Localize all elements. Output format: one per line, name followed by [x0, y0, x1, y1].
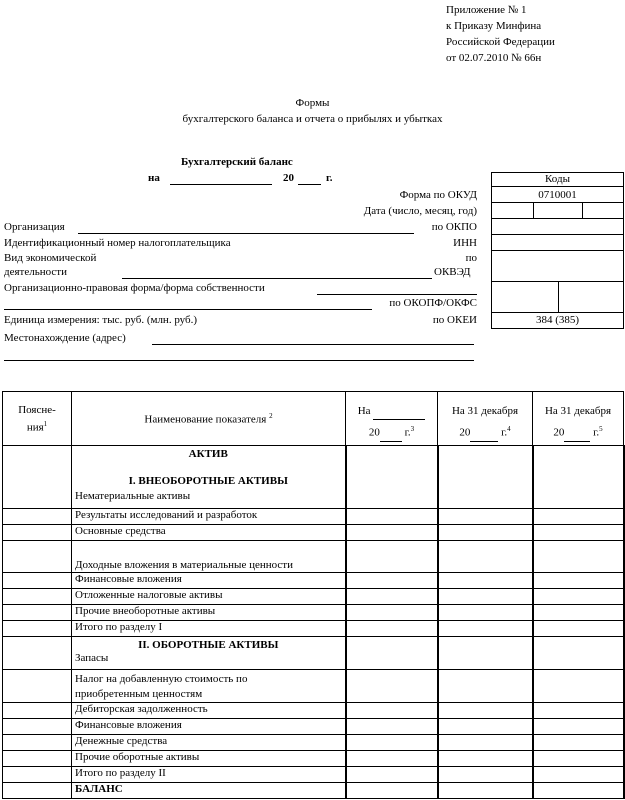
row-label: Запасы	[75, 652, 109, 664]
value-cell[interactable]	[438, 541, 533, 573]
appendix-block	[446, 2, 555, 66]
header-col1-g: г.	[404, 426, 411, 439]
table-row	[3, 767, 624, 783]
name-cell	[72, 446, 346, 509]
value-cell[interactable]	[438, 783, 533, 799]
inn-code: ИНН	[453, 237, 477, 249]
value-cell[interactable]	[533, 621, 624, 637]
value-cell[interactable]	[438, 605, 533, 621]
value-cell[interactable]	[346, 719, 438, 735]
activity-label-1: Вид экономической	[4, 252, 97, 264]
header-name	[72, 392, 346, 446]
legal-form-field-2[interactable]	[4, 309, 372, 310]
header-col1-date-line[interactable]	[373, 409, 425, 420]
table-row	[3, 525, 624, 541]
okopf-label: по ОКОПФ/ОКФС	[389, 297, 477, 309]
value-cell[interactable]	[438, 703, 533, 719]
value-cell[interactable]	[346, 541, 438, 573]
header-col2-g: г.	[501, 426, 508, 439]
table-row	[3, 621, 624, 637]
appendix-line-3: Российской Федерации	[446, 36, 555, 48]
table-row	[3, 541, 624, 573]
value-cell[interactable]	[533, 751, 624, 767]
value-cell[interactable]	[346, 446, 438, 509]
okud-label: Форма по ОКУД	[399, 189, 477, 201]
table-row	[3, 637, 624, 670]
header-notes-text-2: ния	[26, 421, 44, 434]
notes-cell[interactable]	[3, 637, 72, 670]
row-label: Финансовые вложения	[72, 719, 346, 735]
table-row	[3, 573, 624, 589]
value-cell[interactable]	[346, 509, 438, 525]
notes-cell[interactable]	[3, 525, 72, 541]
value-cell[interactable]	[533, 670, 624, 703]
header-col3-year: 20	[553, 426, 565, 439]
header-notes-sup: 1	[43, 419, 48, 428]
value-cell[interactable]	[533, 637, 624, 670]
forms-title	[0, 95, 625, 127]
location-field[interactable]	[152, 344, 474, 345]
header-col1	[346, 392, 438, 446]
row-label: Итого по разделу I	[72, 621, 346, 637]
header-col1-year: 20	[368, 426, 380, 439]
section-1-title: I. ВНЕОБОРОТНЫЕ АКТИВЫ	[128, 475, 288, 487]
header-col3	[533, 392, 624, 446]
table-header-row	[3, 392, 624, 446]
value-cell[interactable]	[346, 525, 438, 541]
value-cell[interactable]	[346, 767, 438, 783]
row-label: Основные средства	[72, 525, 346, 541]
row-label: Доходные вложения в материальные ценности	[72, 541, 346, 573]
value-cell[interactable]	[346, 621, 438, 637]
notes-cell[interactable]	[3, 541, 72, 573]
codes-header: Коды	[545, 173, 570, 185]
okopf-cell-divider	[558, 282, 559, 312]
table-row	[3, 589, 624, 605]
row-label: Дебиторская задолженность	[72, 703, 346, 719]
value-cell[interactable]	[438, 446, 533, 509]
table-row	[3, 605, 624, 621]
okei-value: 384 (385)	[535, 314, 580, 326]
balance-year-prefix: 20	[283, 172, 294, 184]
unit-label: Единица измерения: тыс. руб. (млн. руб.)	[4, 314, 198, 326]
value-cell[interactable]	[438, 670, 533, 703]
value-cell[interactable]	[533, 605, 624, 621]
value-cell[interactable]	[533, 783, 624, 799]
header-col2-top: На 31 декабря	[451, 405, 519, 417]
year-line[interactable]	[298, 184, 321, 185]
value-cell[interactable]	[533, 767, 624, 783]
row-label-2: приобретенным ценностям	[75, 688, 203, 700]
row-label: БАЛАНС	[72, 783, 346, 799]
value-cell[interactable]	[533, 446, 624, 509]
value-cell[interactable]	[346, 735, 438, 751]
value-cell[interactable]	[533, 735, 624, 751]
header-col3-top: На 31 декабря	[544, 405, 612, 417]
table-row	[3, 783, 624, 799]
table-row	[3, 446, 624, 509]
legal-form-label: Организационно-правовая форма/форма собственности	[4, 282, 265, 294]
value-cell[interactable]	[346, 605, 438, 621]
okei-label: по ОКЕИ	[432, 314, 477, 326]
section-2-title: II. ОБОРОТНЫЕ АКТИВЫ	[138, 639, 279, 651]
notes-cell[interactable]	[3, 703, 72, 719]
okud-value: 0710001	[538, 189, 577, 201]
date-label: Дата (число, месяц, год)	[363, 205, 477, 217]
okved-label: ОКВЭД	[434, 266, 471, 278]
row-label: Денежные средства	[72, 735, 346, 751]
header-col2-year: 20	[459, 426, 471, 439]
notes-cell[interactable]	[3, 573, 72, 589]
notes-cell[interactable]	[3, 767, 72, 783]
value-cell[interactable]	[346, 670, 438, 703]
header-col3-g: г.	[593, 426, 600, 439]
legal-form-field[interactable]	[317, 294, 477, 295]
header-name-sup: 2	[269, 412, 273, 421]
notes-cell[interactable]	[3, 719, 72, 735]
notes-cell[interactable]	[3, 783, 72, 799]
value-cell[interactable]	[438, 767, 533, 783]
table-row	[3, 751, 624, 767]
appendix-line-4: от 02.07.2010 № 66н	[446, 52, 542, 64]
table-row	[3, 703, 624, 719]
location-label: Местонахождение (адрес)	[4, 332, 126, 344]
header-col1-year-line[interactable]	[380, 431, 402, 442]
value-cell[interactable]	[533, 541, 624, 573]
value-cell[interactable]	[346, 637, 438, 670]
inn-label: Идентификационный номер налогоплательщика	[4, 237, 231, 249]
codes-divider	[491, 312, 624, 313]
value-cell[interactable]	[438, 621, 533, 637]
okved-po: по	[465, 252, 477, 264]
header-notes	[3, 392, 72, 446]
header-name-text: Наименование показателя	[144, 413, 267, 426]
notes-cell[interactable]	[3, 605, 72, 621]
notes-cell[interactable]	[3, 670, 72, 703]
org-field[interactable]	[78, 233, 414, 234]
header-col2-sup: 4	[507, 425, 511, 433]
balance-table	[2, 391, 625, 799]
value-cell[interactable]	[533, 589, 624, 605]
value-cell[interactable]	[438, 637, 533, 670]
notes-cell[interactable]	[3, 446, 72, 509]
org-label: Организация	[4, 221, 65, 233]
balance-title: Бухгалтерский баланс	[181, 156, 293, 168]
value-cell[interactable]	[533, 719, 624, 735]
name-cell	[72, 637, 346, 670]
value-cell[interactable]	[533, 509, 624, 525]
activity-field[interactable]	[122, 278, 432, 279]
value-cell[interactable]	[346, 589, 438, 605]
value-cell[interactable]	[438, 719, 533, 735]
value-cell[interactable]	[346, 703, 438, 719]
header-col2	[438, 392, 533, 446]
codes-divider	[491, 218, 624, 219]
codes-divider	[491, 202, 624, 203]
value-cell[interactable]	[438, 525, 533, 541]
forms-title-line-1: Формы	[295, 97, 330, 109]
notes-cell[interactable]	[3, 735, 72, 751]
value-cell[interactable]	[438, 751, 533, 767]
header-col1-top: На	[357, 405, 371, 417]
table-row	[3, 719, 624, 735]
row-label: Отложенные налоговые активы	[72, 589, 346, 605]
notes-cell[interactable]	[3, 751, 72, 767]
row-label: Итого по разделу II	[72, 767, 346, 783]
date-cell-divider	[533, 203, 534, 218]
row-label: Прочие внеоборотные активы	[72, 605, 346, 621]
okpo-label: по ОКПО	[431, 221, 477, 233]
value-cell[interactable]	[346, 573, 438, 589]
row-label: Налог на добавленную стоимость по	[75, 673, 248, 685]
value-cell[interactable]	[346, 783, 438, 799]
header-col3-sup: 5	[599, 425, 603, 433]
codes-divider	[491, 234, 624, 235]
appendix-line-1: Приложение № 1	[446, 4, 527, 16]
section-aktiv: АКТИВ	[188, 448, 228, 460]
value-cell[interactable]	[438, 735, 533, 751]
row-label: Прочие оборотные активы	[72, 751, 346, 767]
codes-divider	[491, 250, 624, 251]
activity-label-2: деятельности	[4, 266, 67, 278]
appendix-line-2: к Приказу Минфина	[446, 20, 542, 32]
value-cell[interactable]	[533, 573, 624, 589]
codes-divider	[491, 186, 624, 187]
value-cell[interactable]	[438, 589, 533, 605]
name-cell	[72, 670, 346, 703]
date-cell-divider	[582, 203, 583, 218]
table-row	[3, 735, 624, 751]
header-notes-text: Поясне-	[18, 403, 56, 416]
notes-cell[interactable]	[3, 509, 72, 525]
row-label: Финансовые вложения	[72, 573, 346, 589]
value-cell[interactable]	[438, 509, 533, 525]
header-col2-year-line[interactable]	[470, 431, 498, 442]
value-cell[interactable]	[533, 525, 624, 541]
row-label: Нематериальные активы	[75, 490, 191, 502]
value-cell[interactable]	[533, 703, 624, 719]
header-col3-year-line[interactable]	[564, 431, 590, 442]
balance-on: на	[148, 172, 160, 184]
header-col1-sup: 3	[410, 425, 415, 433]
notes-cell[interactable]	[3, 589, 72, 605]
balance-year-suffix: г.	[326, 172, 333, 184]
value-cell[interactable]	[438, 573, 533, 589]
row-label: Результаты исследований и разработок	[72, 509, 346, 525]
table-row	[3, 509, 624, 525]
value-cell[interactable]	[346, 751, 438, 767]
table-row	[3, 670, 624, 703]
notes-cell[interactable]	[3, 621, 72, 637]
location-field-2[interactable]	[4, 360, 474, 361]
forms-title-line-2: бухгалтерского баланса и отчета о прибылях и убытках	[182, 113, 443, 125]
date-line[interactable]	[170, 184, 272, 185]
